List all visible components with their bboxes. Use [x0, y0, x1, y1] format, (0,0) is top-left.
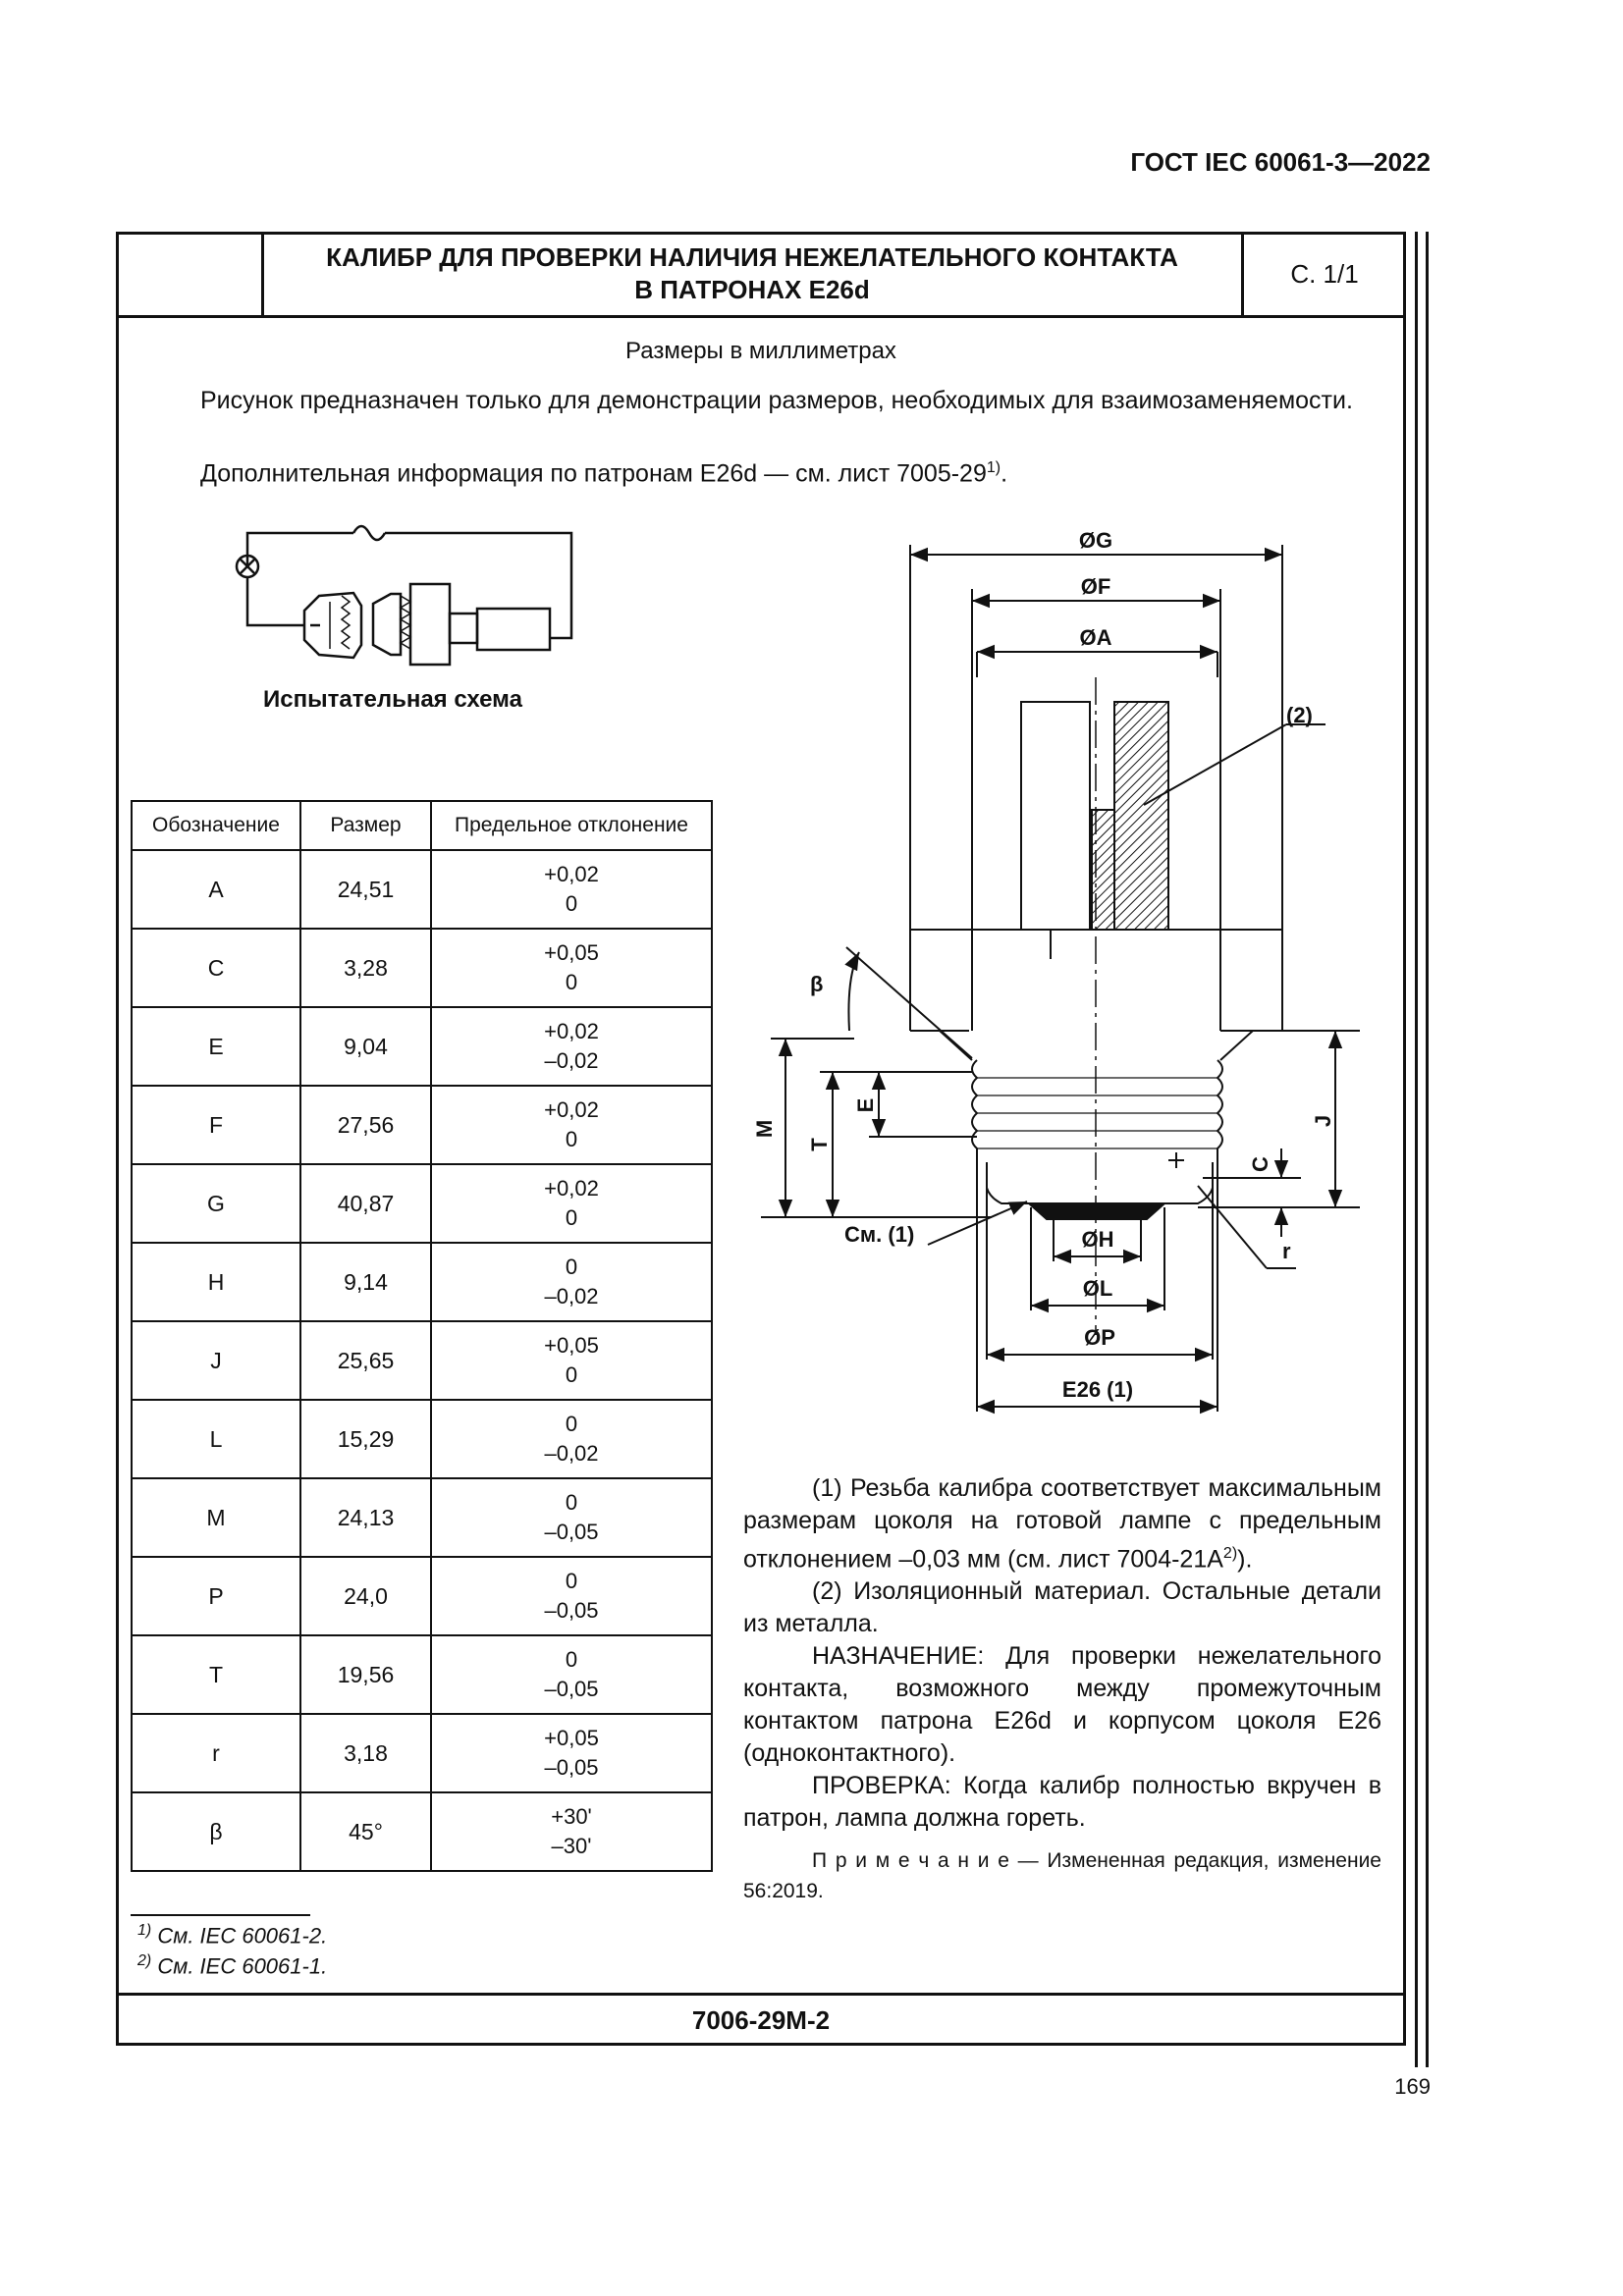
tolerance-lower: –0,05: [544, 1598, 599, 1623]
symbol-cell: E: [132, 1007, 300, 1086]
symbol-cell: C: [132, 929, 300, 1007]
tolerance-upper: +0,02: [544, 1176, 599, 1201]
table-row: [132, 1557, 712, 1635]
footnote-separator: [131, 1914, 310, 1916]
schema-caption: Испытательная схема: [263, 686, 522, 713]
size-cell: 9,04: [300, 1007, 431, 1086]
intro-p2-end: .: [1001, 459, 1008, 488]
sheet-code: 7006-29M-2: [691, 2005, 831, 2035]
tolerance-lower: 0: [565, 1362, 578, 1387]
dimensions-table: [131, 800, 713, 1872]
symbol-cell: T: [132, 1635, 300, 1714]
table-header-cell: Размер: [300, 801, 431, 850]
symbol-cell: P: [132, 1557, 300, 1635]
size-cell: 24,0: [300, 1557, 431, 1635]
table-header-row: [132, 801, 712, 850]
table-row: [132, 1007, 712, 1086]
footnote-2-text: См. IEC 60061-1.: [157, 1953, 328, 1979]
tolerance-cell: [431, 1478, 712, 1557]
tolerance-lower: –30': [551, 1834, 592, 1858]
tolerance-upper: 0: [565, 1647, 578, 1672]
tolerance-upper: +0,05: [544, 1726, 599, 1750]
gauge-handle-symbol: [477, 609, 550, 650]
size-cell: 45°: [300, 1792, 431, 1871]
size-cell: 3,28: [300, 929, 431, 1007]
label-m: M: [752, 1119, 777, 1139]
label-insulation: (2): [1286, 703, 1313, 727]
table-row: [132, 850, 712, 929]
page-number: 169: [1394, 2074, 1431, 2099]
gauge-drawing: [736, 520, 1384, 1423]
tolerance-cell: [431, 1321, 712, 1400]
drawing-notes: [743, 1472, 1381, 1835]
note-1: [743, 1472, 1381, 1575]
tolerance-lower: –0,02: [544, 1441, 599, 1466]
tolerance-cell: [431, 850, 712, 929]
table-row: [132, 1086, 712, 1164]
footer-separator: [116, 1993, 1406, 1996]
tolerance-upper: +30': [551, 1804, 592, 1829]
label-c: C: [1248, 1156, 1272, 1172]
circuit-wire-top-left: [247, 533, 353, 566]
footnote-1-text: См. IEC 60061-2.: [157, 1923, 328, 1949]
title-separator-right: [1241, 232, 1244, 318]
table-row: [132, 1714, 712, 1792]
sheet-number: С. 1/1: [1290, 259, 1359, 289]
label-see-note-1: См. (1): [844, 1222, 915, 1247]
symbol-cell: H: [132, 1243, 300, 1321]
table-row: [132, 1243, 712, 1321]
remark: [743, 1845, 1381, 1906]
insulation-hatched-area: [1114, 702, 1168, 930]
tolerance-cell: [431, 1557, 712, 1635]
base-bottom-outline: [987, 1162, 1213, 1203]
size-cell: 27,56: [300, 1086, 431, 1164]
thread-right-profile: [1217, 1060, 1222, 1162]
tolerance-cell: [431, 1243, 712, 1321]
tolerance-lower: –0,05: [544, 1520, 599, 1544]
label-a: ØA: [1079, 625, 1112, 650]
intro-p2-text: Дополнительная информация по патронам E26d — см. лист 7005-29: [200, 459, 987, 488]
label-e26: E26 (1): [1061, 1377, 1134, 1402]
tolerance-upper: 0: [565, 1255, 578, 1279]
tolerance-upper: +0,02: [544, 1019, 599, 1043]
frame-right-line: [1415, 232, 1418, 2067]
label-l: ØL: [1082, 1276, 1113, 1301]
label-e: E: [853, 1097, 878, 1113]
note-2: (2) Изоляционный материал. Остальные детали из металла.: [743, 1577, 1381, 1638]
label-beta: β: [810, 972, 824, 996]
label-r: r: [1282, 1239, 1291, 1263]
tolerance-upper: 0: [565, 1412, 578, 1436]
symbol-cell: M: [132, 1478, 300, 1557]
frame-right-line-2: [1426, 232, 1429, 2067]
label-j: J: [1311, 1114, 1335, 1128]
tolerance-upper: +0,05: [544, 1333, 599, 1358]
tolerance-lower: 0: [565, 891, 578, 916]
tolerance-cell: [431, 1792, 712, 1871]
table-row: [132, 1321, 712, 1400]
tolerance-cell: [431, 1714, 712, 1792]
symbol-cell: J: [132, 1321, 300, 1400]
note-purpose: НАЗНАЧЕНИЕ: Для проверки нежелательного контакта, возможного между промежуточным контактом патрона E26d и корпусом цоколя E26 (одноконтактного).: [743, 1642, 1381, 1768]
footnote-ref-2: 2): [1222, 1545, 1238, 1562]
tolerance-lower: 0: [565, 1205, 578, 1230]
table-header-cell: Обозначение: [132, 801, 300, 850]
size-cell: 3,18: [300, 1714, 431, 1792]
tolerance-cell: [431, 1086, 712, 1164]
intro-paragraph-1: Рисунок предназначен только для демонстрации размеров, необходимых для взаимозаменяемости.: [200, 387, 1353, 414]
gauge-head-symbol: [373, 594, 401, 655]
tolerance-lower: –0,02: [544, 1284, 599, 1308]
sheet-title: [265, 241, 1239, 306]
title-separator-left: [261, 232, 264, 318]
fuse-symbol: [353, 526, 385, 540]
tolerance-upper: +0,05: [544, 940, 599, 965]
note-1-text: (1) Резьба калибра соответствует максимальным размерам цоколя на готовой лампе с предельным отклонением –0,03 мм (см. лист 7004-21A: [743, 1474, 1381, 1574]
center-contact: [1029, 1203, 1164, 1219]
thread-left-profile: [972, 1060, 977, 1162]
remark-label: П р и м е ч а н и е: [812, 1849, 1009, 1872]
gauge-insert-outline: [1021, 702, 1090, 930]
note-check: ПРОВЕРКА: Когда калибр полностью вкручен в патрон, лампа должна гореть.: [743, 1772, 1381, 1833]
table-row: [132, 929, 712, 1007]
symbol-cell: G: [132, 1164, 300, 1243]
tolerance-upper: +0,02: [544, 1097, 599, 1122]
table-row: [132, 1400, 712, 1478]
tolerance-cell: [431, 1007, 712, 1086]
footnote-2: [137, 1952, 327, 1979]
tolerance-upper: 0: [565, 1490, 578, 1515]
size-cell: 19,56: [300, 1635, 431, 1714]
test-circuit-diagram: [226, 515, 589, 682]
size-cell: 24,13: [300, 1478, 431, 1557]
tolerance-lower: 0: [565, 970, 578, 994]
leader-r: [1198, 1186, 1267, 1268]
footnote-ref-1: 1): [986, 459, 1001, 476]
symbol-cell: r: [132, 1714, 300, 1792]
table-row: [132, 1164, 712, 1243]
size-cell: 9,14: [300, 1243, 431, 1321]
tolerance-lower: –0,05: [544, 1677, 599, 1701]
table-row: [132, 1478, 712, 1557]
sheet-title-line2: В ПАТРОНАХ E26d: [634, 275, 870, 304]
footnote-1-number: 1): [137, 1922, 152, 1939]
tolerance-lower: –0,05: [544, 1755, 599, 1780]
table-row: [132, 1635, 712, 1714]
label-g: ØG: [1078, 528, 1113, 553]
tolerance-cell: [431, 1400, 712, 1478]
tolerance-cell: [431, 1164, 712, 1243]
intro-paragraph-2: [137, 452, 1394, 490]
table-row: [132, 1792, 712, 1871]
tolerance-upper: +0,02: [544, 862, 599, 886]
footnote-1: [137, 1922, 327, 1949]
tolerance-cell: [431, 1635, 712, 1714]
remark-text: — Измененная редакция, изменение 56:2019.: [743, 1849, 1381, 1902]
standard-designation: ГОСТ IEC 60061-3—2022: [1130, 147, 1431, 177]
symbol-cell: β: [132, 1792, 300, 1871]
label-t: T: [807, 1138, 832, 1151]
symbol-cell: F: [132, 1086, 300, 1164]
size-cell: 15,29: [300, 1400, 431, 1478]
beta-angle-arc: [848, 952, 859, 1031]
table-header-cell: Предельное отклонение: [431, 801, 712, 850]
tolerance-lower: –0,02: [544, 1048, 599, 1073]
size-cell: 40,87: [300, 1164, 431, 1243]
note-1-end: ).: [1237, 1545, 1253, 1574]
symbol-cell: L: [132, 1400, 300, 1478]
symbol-cell: A: [132, 850, 300, 929]
size-cell: 24,51: [300, 850, 431, 929]
size-cell: 25,65: [300, 1321, 431, 1400]
label-p: ØP: [1084, 1325, 1115, 1350]
footnote-2-number: 2): [137, 1952, 152, 1969]
label-f: ØF: [1080, 574, 1111, 599]
gauge-flange-symbol: [410, 584, 450, 665]
units-note: Размеры в миллиметрах: [625, 338, 896, 364]
label-h: ØH: [1081, 1227, 1114, 1252]
tolerance-upper: 0: [565, 1569, 578, 1593]
circuit-wire-left: [247, 577, 304, 625]
tolerance-lower: 0: [565, 1127, 578, 1151]
sheet-title-line1: КАЛИБР ДЛЯ ПРОВЕРКИ НАЛИЧИЯ НЕЖЕЛАТЕЛЬНОГО КОНТАКТА: [326, 242, 1178, 272]
tolerance-cell: [431, 929, 712, 1007]
